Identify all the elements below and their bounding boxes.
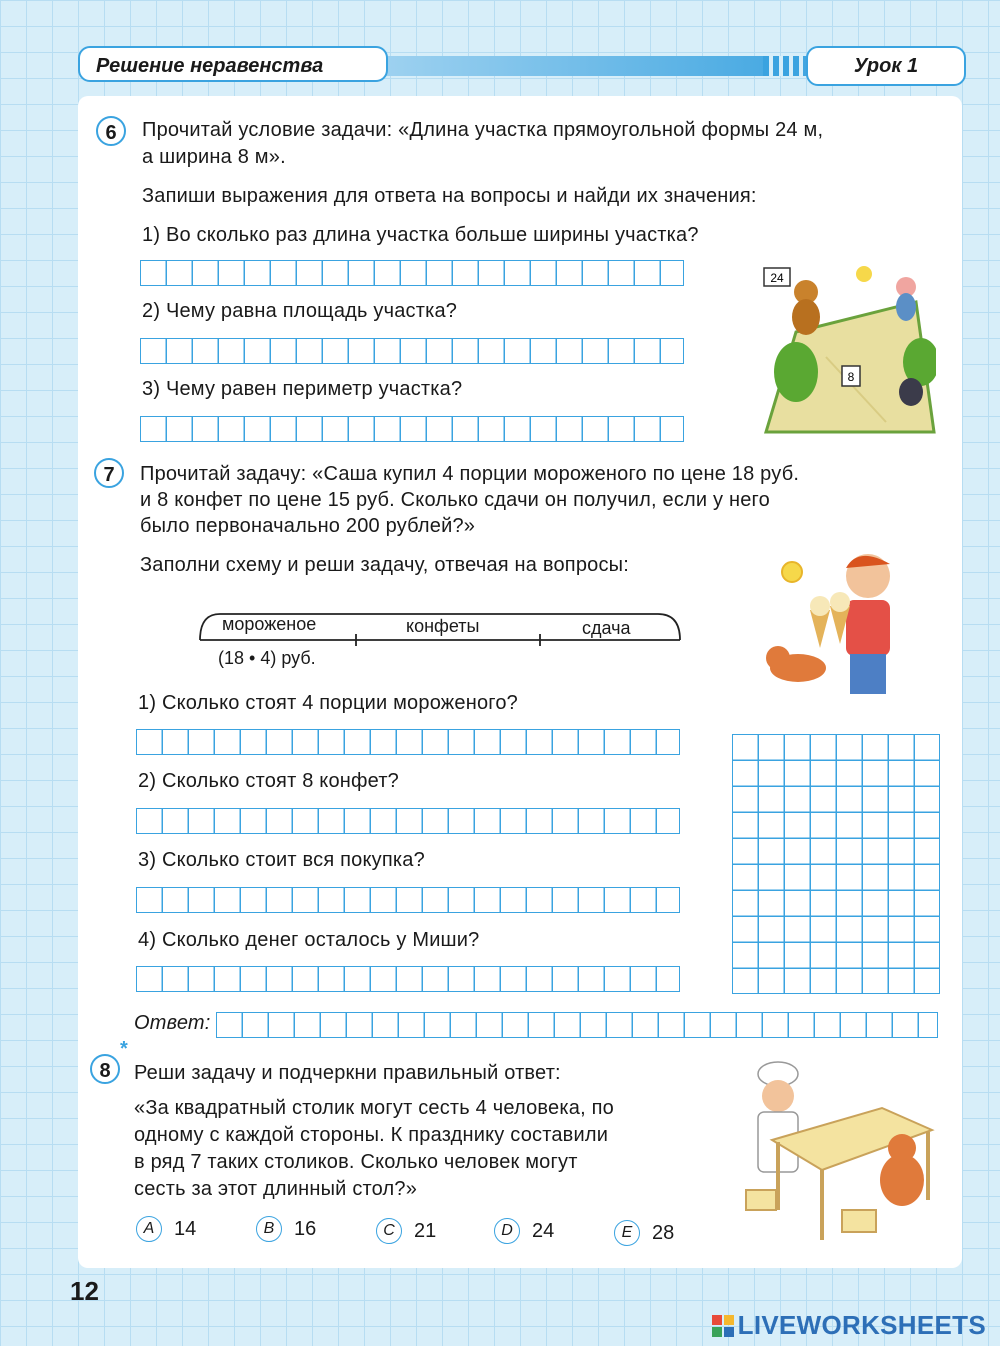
option-c-value[interactable]: 21 [414, 1220, 437, 1242]
task-6-answer-2-cells[interactable] [140, 338, 684, 364]
option-b-value[interactable]: 16 [294, 1218, 317, 1240]
icecream-scoop-2 [830, 592, 850, 612]
option-e-value[interactable]: 28 [652, 1222, 675, 1244]
option-d-value[interactable]: 24 [532, 1220, 555, 1242]
piglet-body [896, 293, 916, 321]
lesson-header [78, 46, 962, 86]
cat-head [888, 1134, 916, 1162]
task-7-question-2: 2) Сколько стоят 8 конфет? [138, 770, 400, 792]
option-c-circle[interactable]: C [376, 1218, 402, 1244]
task-8-text-line4: сесть за этот длинный стол?» [134, 1178, 418, 1200]
width-sign-value: 8 [847, 370, 855, 384]
crow [899, 378, 923, 406]
task-7-intro-line1: Прочитай задачу: «Саша купил 4 порции мороженого по цене 18 руб. [140, 463, 800, 485]
icecream-scoop-1 [810, 596, 830, 616]
task-7-final-answer-cells[interactable] [216, 1012, 938, 1038]
chair-front [842, 1210, 876, 1232]
boy-shirt [846, 600, 890, 656]
task-7-answer-2-cells[interactable] [136, 808, 680, 834]
task-7-question-4: 4) Сколько денег осталось у Миши? [138, 929, 480, 951]
task-6-intro-line2: а ширина 8 м». [142, 146, 286, 168]
option-b-circle[interactable]: B [256, 1216, 282, 1242]
brand-name: LIVEWORKSHEETS [737, 1310, 986, 1340]
task-7-question-3: 3) Сколько стоит вся покупка? [138, 849, 425, 871]
task-8-number: 8 [90, 1054, 120, 1084]
cat-head [766, 646, 790, 670]
task-6-instruction: Запиши выражения для ответа на вопросы и найди их значения: [142, 185, 757, 207]
task-6-answer-3-cells[interactable] [140, 416, 684, 442]
option-a-value[interactable]: 14 [174, 1218, 197, 1240]
brand-logo [712, 1310, 986, 1341]
scheme-part-icecream: мороженое [222, 614, 317, 634]
bush-left [774, 342, 818, 402]
task-7-answer-label: Ответ: [134, 1012, 211, 1034]
task-7-number: 7 [94, 458, 124, 488]
task-8-intro: Реши задачу и подчеркни правильный ответ: [134, 1062, 561, 1084]
length-sign-value: 24 [770, 271, 784, 285]
task-7-answer-4-cells[interactable] [136, 966, 680, 992]
task-7-answer-1-cells[interactable] [136, 729, 680, 755]
option-d-circle[interactable]: D [494, 1218, 520, 1244]
chef-head [762, 1080, 794, 1112]
task-7-instruction: Заполни схему и реши задачу, отвечая на вопросы: [140, 554, 630, 576]
scheme-part-change: сдача [582, 618, 631, 638]
option-e-circle[interactable]: E [614, 1220, 640, 1246]
task-7-answer-3-cells[interactable] [136, 887, 680, 913]
sun-icon [782, 562, 802, 582]
task-8-text-line3: в ряд 7 таких столиков. Сколько человек могут [134, 1151, 578, 1173]
header-stripes [763, 56, 803, 76]
lesson-number: Урок 1 [806, 46, 966, 86]
task-6-question-1: 1) Во сколько раз длина участка больше ширины участка? [142, 224, 699, 246]
option-a-circle[interactable]: A [136, 1216, 162, 1242]
field-plot-illustration [756, 262, 936, 440]
task-6-question-2: 2) Чему равна площадь участка? [142, 300, 458, 322]
task-7-intro-line3: было первоначально 200 рублей?» [140, 515, 476, 537]
task-8-star: * [120, 1038, 128, 1060]
task-6-number: 6 [96, 116, 126, 146]
page-number: 12 [70, 1276, 99, 1306]
boy-icecream-illustration [758, 550, 938, 710]
scheme-under-icecream: (18 • 4) руб. [218, 648, 316, 668]
task-7-intro-line2: и 8 конфет по цене 15 руб. Сколько сдачи он получил, если у него [140, 489, 770, 511]
calculation-grid[interactable] [732, 734, 940, 994]
bear-body [792, 299, 820, 335]
chair-left [746, 1190, 776, 1210]
task-6-intro-line1: Прочитай условие задачи: «Длина участка прямоугольной формы 24 м, [142, 119, 824, 141]
task-7-question-1: 1) Сколько стоят 4 порции мороженого? [138, 692, 518, 714]
chef-tables-illustration [742, 1060, 938, 1260]
sun-icon [856, 266, 872, 282]
boy-pants [850, 654, 886, 694]
task-8-text-line2: одному с каждой стороны. К празднику составили [134, 1124, 609, 1146]
task-6-question-3: 3) Чему равен периметр участка? [142, 378, 463, 400]
task-6-answer-1-cells[interactable] [140, 260, 684, 286]
task-8-text-line1: «За квадратный столик могут сесть 4 человека, по [134, 1097, 614, 1119]
brand-mark-icon [712, 1315, 734, 1337]
scheme-part-candies: конфеты [406, 616, 480, 636]
lesson-topic-title: Решение неравенства [78, 46, 388, 82]
